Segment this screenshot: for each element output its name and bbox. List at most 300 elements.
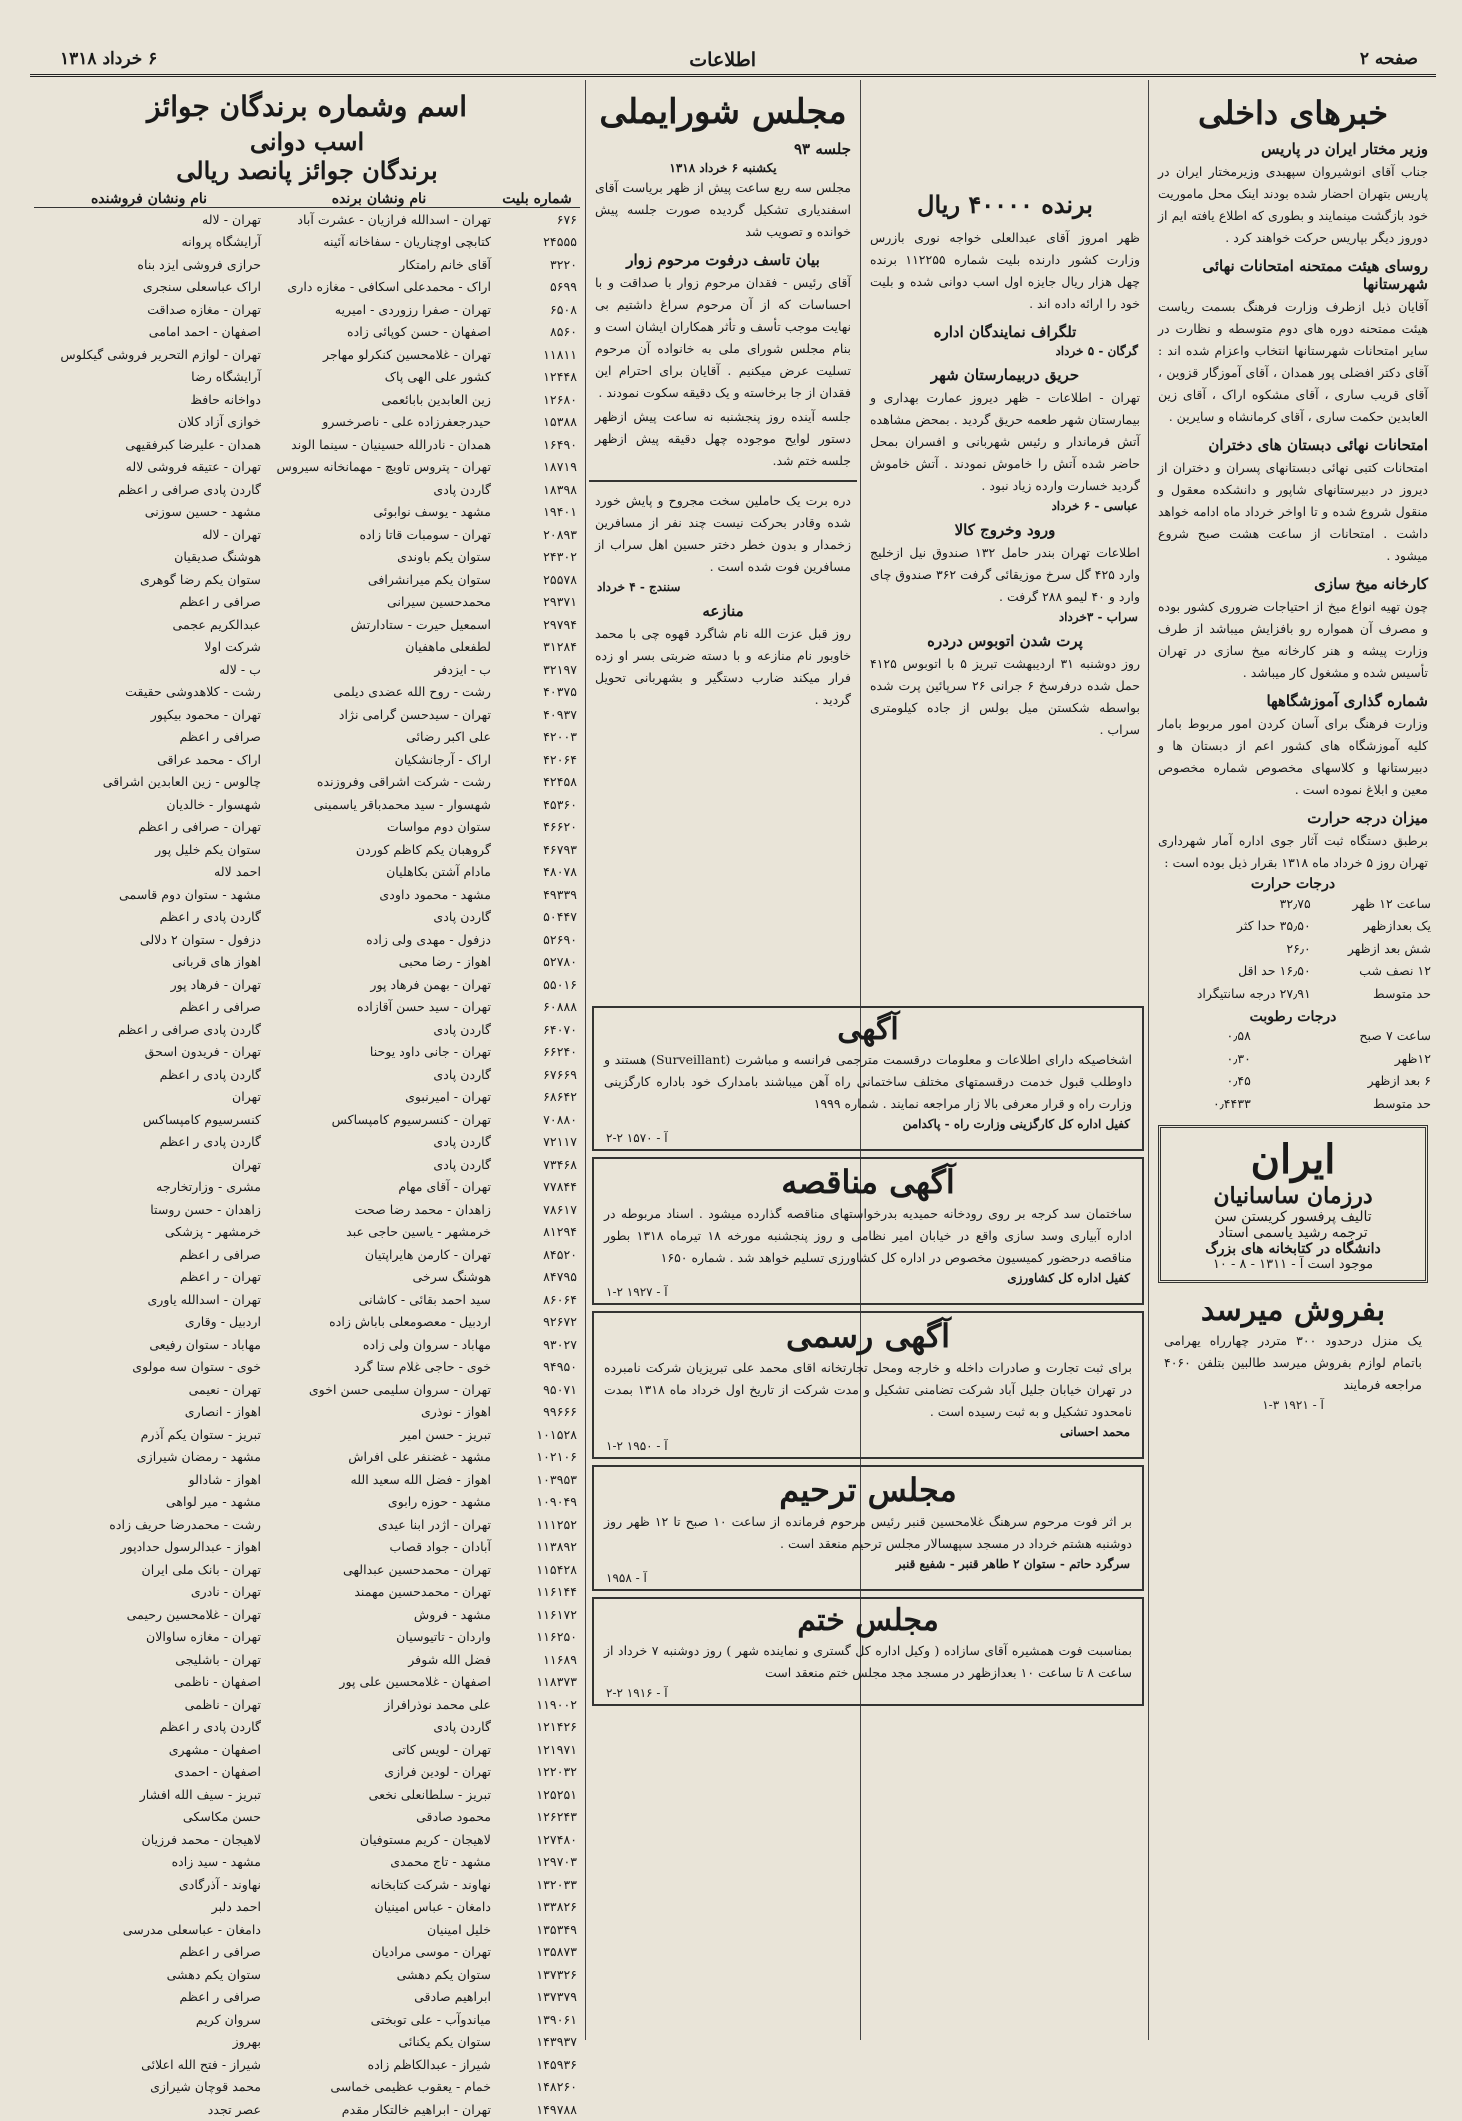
table-row — [34, 726, 580, 749]
winner-name: تهران - کنسرسیوم کامپساکس — [331, 1111, 491, 1127]
ticket-number: ۴۶۷۹۳ — [543, 841, 577, 857]
winner-name: زین العابدین بابائعمی — [381, 391, 491, 407]
ticket-number: ۱۸۳۹۸ — [543, 481, 577, 497]
ticket-number: ۳۱۲۸۴ — [543, 639, 577, 655]
zavar-headline: بیان تاسف درفوت مرحوم زوار — [626, 251, 820, 269]
time-label: ۱۲ نصف شب — [1359, 963, 1431, 979]
winner-name: دزفول - مهدی ولی زاده — [366, 931, 491, 947]
winner-name: مشهد - یوسف نوابوئی — [373, 504, 491, 520]
seller-name: مشهد - میر لواهی — [165, 1494, 261, 1510]
table-row — [34, 1536, 580, 1559]
schools-text: وزارت فرهنگ برای آسان کردن امور مربوط بامار کلیه آموزشگاه های کشور اعم از دبستان ها و دبیرستانها و کلاسهای مخصوص شماره مخصوص معین و ابلاغ نموده است . — [1158, 716, 1428, 797]
table-row — [34, 1558, 580, 1581]
winner-name: گاردن پادی — [433, 1719, 491, 1735]
seller-name: تهران - غلامحسین رحیمی — [126, 1606, 261, 1622]
ticket-number: ۱۰۱۵۲۸ — [536, 1426, 577, 1442]
seller-name: تهران - مغازه صداقت — [147, 301, 261, 317]
winner-name: ستوان یکم باوندی — [397, 549, 491, 565]
table-row — [34, 1063, 580, 1086]
ticket-number: ۱۱۳۸۹۲ — [536, 1539, 577, 1555]
page-header — [30, 44, 1436, 77]
seller-name: مشری - وزارتخارجه — [156, 1179, 261, 1195]
table-row — [34, 1761, 580, 1784]
table-row — [34, 1288, 580, 1311]
issue-date: ۶ خرداد ۱۳۱۸ — [60, 49, 158, 69]
ad-official-text: برای ثبت تجارت و صادرات داخله و خارجه ومحل تجارتخانه اقای محمد علی تبریزیان شرکت نامبرده در تهران خیابان جلیل آباد شرکت تضامنی تشکیل و مدت شرکت از تاریخ اول خرداد ماه ۱۳۱۸ بمدت نامحدود تشکیل و به ثبت رسیده است . — [604, 1360, 1132, 1419]
ad-funeral-title: مجلس ختم — [797, 1603, 939, 1638]
winner-name: خوی - حاجی غلام ستا گرد — [354, 1359, 491, 1375]
majlis-date: یکشنبه ۶ خرداد ۱۳۱۸ — [669, 161, 777, 175]
winner-name: تهران - صفرا رزوردی - امیریه — [334, 301, 491, 317]
seller-name: تهران - فریدون اسحق — [144, 1044, 261, 1060]
seller-name: مشهد - رمضان شیرازی — [136, 1449, 261, 1465]
table-row — [34, 523, 580, 546]
seller-name: گاردن پادی صرافی ر اعظم — [117, 481, 261, 497]
book-ad-title: ایران — [1250, 1135, 1336, 1183]
ticket-number: ۱۱۶۲۵۰ — [536, 1629, 577, 1645]
table-row — [34, 703, 580, 726]
ticket-number: ۱۲۱۴۲۶ — [536, 1719, 577, 1735]
table-row — [34, 1851, 580, 1874]
temperature-value: ۳۵٫۵۰ حدا کثر — [1236, 918, 1311, 934]
book-ad-line4: دانشگاه در کتابخانه های بزرگ — [1205, 1240, 1381, 1257]
winner-name: خمام - یعقوب عظیمی خماسی — [330, 2079, 491, 2095]
news-column — [864, 86, 1146, 1006]
ticket-number: ۱۲۴۴۸ — [543, 369, 577, 385]
ticket-number: ۱۰۲۱۰۶ — [536, 1449, 577, 1465]
ad-memorial-sign: سرگرد حاتم - ستوان ۲ طاهر قنبر - شفیع قنبر — [895, 1557, 1130, 1571]
winner-name: تهران - سروان سلیمی حسن اخوی — [308, 1381, 491, 1397]
table-row — [34, 1311, 580, 1334]
winner-name: کتابچی اوچناریان - سفاخانه آئینه — [323, 234, 491, 250]
table-row — [34, 1333, 580, 1356]
temperature-value: ۲۷٫۹۱ درجه سانتیگراد — [1196, 985, 1311, 1001]
table-row — [34, 1198, 580, 1221]
winner-name: محمود صادقی — [416, 1809, 491, 1825]
ticket-number: ۴۵۳۶۰ — [543, 796, 577, 812]
winner-name: گاردن پادی — [433, 1134, 491, 1150]
temperature-subhead: درجات حرارت — [1250, 876, 1336, 892]
winner-name: همدان - نادرالله حسینیان - سینما الوند — [291, 436, 491, 452]
table-row — [34, 343, 580, 366]
winner-name: آبادان - جواد قصاب — [389, 1539, 491, 1555]
seller-name: تهران - نعیمی — [188, 1381, 261, 1397]
seller-name: صرافی ر اعظم — [179, 1944, 261, 1960]
winner-name: شیراز - عبدالکاظم زاده — [367, 2056, 491, 2072]
domestic-news-title: خبرهای داخلی — [1197, 94, 1389, 132]
ticket-number: ۵۵۰۱۶ — [543, 976, 577, 992]
winner-name: محمدحسین سیرانی — [387, 594, 491, 610]
book-ad-line5: موجود است آ - ۱۳۱۱ - ۸ - ۱۰ — [1212, 1256, 1374, 1272]
seller-name: کنسرسیوم کامپساکس — [142, 1111, 261, 1127]
table-row — [34, 928, 580, 951]
winner-name: اصفهان - حسن کوپائی زاده — [347, 324, 491, 340]
temperature-value: ۱۶٫۵۰ حد اقل — [1238, 963, 1311, 979]
ticket-number: ۱۳۳۸۲۶ — [536, 1899, 577, 1915]
ticket-number: ۴۲۰۰۳ — [543, 729, 577, 745]
seller-name: اراک - محمد عراقی — [157, 751, 261, 767]
winner-name: مهاباد - سروان ولی زاده — [362, 1336, 491, 1352]
time-label: ۱۲ظهر — [1394, 1050, 1431, 1066]
table-row — [34, 1693, 580, 1716]
seller-name: تهران - مغازه ساوالان — [145, 1629, 261, 1645]
seller-name: تهران - محمود بیکپور — [150, 706, 261, 722]
ticket-number: ۱۳۵۸۷۳ — [536, 1944, 577, 1960]
ad-official-title: آگهی رسمی — [785, 1317, 951, 1355]
ticket-number: ۴۰۳۷۵ — [543, 684, 577, 700]
seller-name: تهران - فرهاد پور — [170, 976, 261, 992]
seller-name: آرایشگاه پروانه — [181, 234, 261, 250]
goods-text: اطلاعات تهران بندر حامل ۱۳۲ صندوق نیل ازخلیج وارد ۴۲۵ گل سرخ موزیقائی گرفت ۳۶۲ صندوق چای وارد و ۴۰ لیمو ۲۸۸ گرفت . — [870, 545, 1140, 604]
majlis-session: جلسه ۹۳ — [793, 140, 851, 158]
table-row — [34, 456, 580, 479]
ticket-number: ۴۲۴۵۸ — [543, 774, 577, 790]
humidity-value: ۰٫۴۵ — [1226, 1073, 1251, 1089]
col-seller: نام ونشان فروشنده — [34, 191, 264, 208]
table-row — [34, 1581, 580, 1604]
seller-name: دواخانه حافظ — [190, 391, 261, 407]
ad-employment-code: آ - ۱۵۷۰ ۲-۲ — [606, 1131, 668, 1145]
seller-name: رشت - کلاهدوشی حقیقت — [125, 684, 261, 700]
ticket-number: ۴۹۳۳۹ — [543, 886, 577, 902]
girls-exam-text: امتحانات کتبی نهائی دبستانهای پسران و دختران از دیروز در دبیرستانهای شاپور و دانشکده معقول و منقول شروع شده و تا اواخر خرداد ماه ادامه خواهد داشت . امتحانات از ساعت هشت صبح شروع میشود . — [1158, 460, 1428, 563]
ticket-number: ۱۳۵۳۴۹ — [536, 1921, 577, 1937]
seller-name: تهران - ر اعظم — [179, 1269, 261, 1285]
winner-name: ستوان یکم دهشی — [396, 1966, 491, 1982]
ticket-number: ۵۰۴۴۷ — [543, 909, 577, 925]
ticket-number: ۶۶۲۴۰ — [543, 1044, 577, 1060]
advertisements-block — [592, 1000, 1144, 2040]
table-row — [34, 1941, 580, 1964]
seller-name: تهران - لاله — [201, 211, 261, 227]
girls-exam-headline: امتحانات نهائی دبستان های دختران — [1208, 436, 1428, 454]
seller-name: شهسوار - خالدیان — [166, 796, 261, 812]
ticket-number: ۱۳۷۳۷۹ — [536, 1989, 577, 2005]
winner-name: اسمعیل حیرت - ستادارتش — [350, 616, 491, 632]
ticket-number: ۱۲۹۷۰۳ — [536, 1854, 577, 1870]
ticket-number: ۱۴۸۲۶۰ — [536, 2079, 577, 2095]
ticket-number: ۱۲۱۹۷۱ — [536, 1741, 577, 1757]
winner-name: مشهد - فروش — [413, 1606, 491, 1622]
ticket-number: ۱۳۲۰۳۳ — [536, 1876, 577, 1892]
seller-name: اصفهان - احمد امامی — [148, 324, 261, 340]
winners-column — [34, 86, 580, 2117]
ticket-number: ۱۲۷۴۸۰ — [536, 1831, 577, 1847]
table-row — [34, 591, 580, 614]
seller-name: رشت - محمدرضا حریف زاده — [109, 1516, 261, 1532]
winner-name: اصفهان - غلامحسین علی پور — [339, 1674, 491, 1690]
table-row — [34, 1648, 580, 1671]
ad-memorial-text: بر اثر فوت مرحوم سرهنگ غلامحسین قنبر رئیس مرحوم فرمانده از ساعت ۱۰ صبح تا ۱۲ ظهر روز دوشنبه هشتم خرداد در مسجد سپهسالار مجلس ترحیم منعقد است . — [604, 1514, 1132, 1551]
seller-name: آرایشگاه رضا — [191, 369, 261, 385]
table-row — [34, 298, 580, 321]
winner-name: اهواز - رضا محبی — [398, 954, 491, 970]
ticket-number: ۶۷۶ — [556, 211, 577, 227]
goods-headline: ورود وخروج کالا — [954, 521, 1056, 539]
table-row — [34, 1671, 580, 1694]
sale-ad-code: آ - ۱۹۲۱ ۳-۱ — [1262, 1397, 1324, 1412]
seller-name: تهران — [231, 1089, 261, 1105]
table-row — [34, 366, 580, 389]
winner-name: تهران - سید حسن آقازاده — [357, 999, 491, 1015]
table-row — [34, 1626, 580, 1649]
winner-name: تهران - لودین فرازی — [384, 1764, 491, 1780]
ad-official-code: آ - ۱۹۵۰ ۲-۱ — [606, 1439, 668, 1453]
book-ad-line2: تالیف پرفسور کریستن سن — [1214, 1208, 1372, 1225]
majlis-title: مجلس شورایملی — [599, 92, 847, 132]
winner-name: تهران - محمدحسین مهمند — [354, 1584, 491, 1600]
time-label: حد متوسط — [1373, 985, 1431, 1001]
ticket-number: ۲۴۳۰۲ — [543, 549, 577, 565]
table-row — [34, 2008, 580, 2031]
temperature-intro: برطبق دستگاه ثبت آثار جوی اداره آمار شهرداری تهران روز ۵ خرداد ماه ۱۳۱۸ بقرار ذیل بوده است : — [1158, 833, 1428, 870]
winner-name: ستوان یکم یکنائی — [398, 2034, 491, 2050]
table-row — [34, 1806, 580, 1829]
table-row — [34, 1176, 580, 1199]
seller-name: اهواز - شادالو — [188, 1471, 261, 1487]
seller-name: گاردن پادی ر اعظم — [159, 1066, 261, 1082]
seller-name: احمد دلبر — [211, 1899, 261, 1915]
winner-name: آقای خانم رامتکار — [399, 256, 491, 272]
ticket-number: ۱۵۳۸۸ — [543, 414, 577, 430]
winner-name: اراک - آرجانشکیان — [394, 751, 491, 767]
winner-name: تهران - اژدر ابنا عیدی — [378, 1516, 491, 1532]
ticket-number: ۴۰۹۳۷ — [543, 706, 577, 722]
temperature-value: ۳۲٫۷۵ — [1279, 895, 1311, 911]
winner-name: ستوان یکم میرانشرافی — [367, 571, 491, 587]
ad-employment — [592, 1006, 1144, 1151]
time-label: ساعت ۱۲ ظهر — [1352, 895, 1431, 911]
table-row — [34, 681, 580, 704]
seller-name: سروان کریم — [195, 2011, 261, 2027]
winner-name: تبریز - سلطانعلی نخعی — [368, 1786, 491, 1802]
majlis-end-text: جلسه آینده روز پنجشنبه نه ساعت پیش ازظهر دستور لوایح موجوده چهل دقیقه پیش ازظهر جلسه ختم شد. — [595, 409, 851, 468]
table-row — [34, 433, 580, 456]
ticket-number: ۱۴۳۹۳۷ — [536, 2034, 577, 2050]
ticket-number: ۶۵۰۸ — [549, 301, 577, 317]
ticket-number: ۲۵۵۷۸ — [543, 571, 577, 587]
seller-name: نهاوند - آذرگادی — [178, 1876, 261, 1892]
winner-name: ابراهیم صادقی — [414, 1989, 491, 2005]
table-row — [34, 478, 580, 501]
table-row — [34, 568, 580, 591]
seller-name: مشهد - ستوان دوم قاسمی — [119, 886, 261, 902]
winner-name: حیدرجعفرزاده علی - ناصرخسرو — [322, 414, 491, 430]
seller-name: اهواز های قربانی — [172, 954, 261, 970]
ad-employment-sign: کفیل اداره کل کارگزینی وزارت راه - پاکدامن — [902, 1117, 1130, 1131]
table-row — [34, 1468, 580, 1491]
winner-name: تهران - لویس کاتی — [391, 1741, 491, 1757]
table-row — [34, 613, 580, 636]
seller-name: ستوان یکم خلیل پور — [155, 841, 261, 857]
table-row — [34, 501, 580, 524]
ticket-number: ۸۶۰۶۴ — [543, 1291, 577, 1307]
winner-name: لطفعلی ماهفیان — [405, 639, 491, 655]
ad-employment-title: آگهی — [837, 1012, 899, 1047]
ticket-number: ۱۱۵۴۲۸ — [536, 1561, 577, 1577]
winner-name: فضل الله شوفر — [408, 1651, 491, 1667]
ticket-number: ۱۸۷۱۹ — [543, 459, 577, 475]
ticket-number: ۱۲۵۲۵۱ — [536, 1786, 577, 1802]
winner-name: تهران - جانی داود یوحنا — [369, 1044, 491, 1060]
winner-name: تبریز - حسن امیر — [400, 1426, 491, 1442]
seller-name: مهاباد - ستوان رفیعی — [149, 1336, 261, 1352]
temperature-headline: میزان درجه حرارت — [1307, 809, 1428, 827]
seller-name: مشهد - حسین سوزنی — [144, 504, 261, 520]
seller-name: لاهیجان - محمد فرزیان — [141, 1831, 261, 1847]
temperature-row — [1152, 982, 1434, 1005]
winner-name: تهران - ابراهیم خالتکار مقدم — [341, 2101, 491, 2117]
ad-memorial-title: مجلس ترحیم — [779, 1471, 957, 1509]
ticket-number: ۹۹۶۶۶ — [543, 1404, 577, 1420]
ticket-number: ۱۱۹۰۰۲ — [536, 1696, 577, 1712]
ticket-number: ۷۲۱۱۷ — [543, 1134, 577, 1150]
table-row — [34, 276, 580, 299]
majlis-column — [589, 86, 857, 1006]
zavar-text: آقای رئیس - فقدان مرحوم زوار با صداقت و با احساسات که از آن مرحوم سراغ داشتیم بی نهایت موجب تأسف و تأثر همکاران ایشان است و بنام مجلس شورای ملی به خانواده آن مرحوم تسلیت عرض میکنیم . آقایان برای احترام این فقدان از جا برخاسته و یک دقیقه سکوت نمودند . — [595, 275, 851, 400]
abbasi-dateline: عباسی - ۶ خرداد — [1051, 499, 1138, 513]
ad-employment-text: اشخاصیکه دارای اطلاعات و معلومات درقسمت مترجمی فرانسه و مباشرت (Surveillant) هستند و داوطلب قبول خدمت درقسمتهای مختلف ساختمانی راه آهن میباشند بامدارک خود باداره کارگزینی وزارت راه و قرار معرفی بالا زار مراجعه نمایند . شماره ۱۹۹۹ — [604, 1052, 1132, 1111]
seller-name: گاردن پادی ر اعظم — [159, 1134, 261, 1150]
table-row — [34, 973, 580, 996]
table-row — [34, 1873, 580, 1896]
winner-name: کشور علی الهی پاک — [384, 369, 491, 385]
ticket-number: ۱۱۶۱۷۲ — [536, 1606, 577, 1622]
winner-name: خلیل امینیان — [426, 1921, 491, 1937]
seller-name: تهران — [231, 1156, 261, 1172]
table-row — [34, 321, 580, 344]
table-row — [34, 2098, 580, 2121]
ticket-number: ۶۸۶۴۲ — [543, 1089, 577, 1105]
minister-text: جناب آقای انوشیروان سپهبدی وزیرمختار ایران در پاریس بتهران احضار شده بودند اینک محل ماموریت خود بازگشت مینمایند و بطوری که اطلاع یافته ایم از دوروز دیگر بپاریس حرکت خواهند کرد . — [1158, 164, 1428, 245]
table-row — [34, 1783, 580, 1806]
ticket-number: ۵۶۹۹ — [549, 279, 577, 295]
winner-name: تهران - موسی مرادیان — [372, 1944, 491, 1960]
ticket-number: ۱۲۶۲۴۳ — [536, 1809, 577, 1825]
seller-name: اراک عباسعلی سنجری — [142, 279, 261, 295]
winner-name: گروهبان یکم کاظم کوردن — [355, 841, 491, 857]
ticket-number: ۹۳۰۲۷ — [543, 1336, 577, 1352]
telegram-headline: تلگراف نمایندگان اداره — [933, 323, 1077, 341]
seller-name: شرکت اولا — [204, 639, 261, 655]
winner-name: علی اکبر رضائی — [405, 729, 491, 745]
ad-funeral — [592, 1597, 1144, 1706]
seller-name: محمد قوچان شیرازی — [150, 2079, 261, 2095]
table-row — [34, 1131, 580, 1154]
humidity-subhead: درجات رطوبت — [1249, 1008, 1337, 1025]
seller-name: بهروز — [232, 2034, 261, 2050]
ticket-number: ۵۲۷۸۰ — [543, 954, 577, 970]
seller-name: شیراز - فتح الله اعلائی — [141, 2056, 261, 2072]
ticket-number: ۹۵۰۷۱ — [543, 1381, 577, 1397]
seller-name: صرافی ر اعظم — [179, 729, 261, 745]
table-row — [34, 1828, 580, 1851]
seller-name: گاردن پادی صرافی ر اعظم — [117, 1021, 261, 1037]
humidity-table — [1152, 1025, 1434, 1115]
hospital-fire-text: تهران - اطلاعات - ظهر دیروز عمارت بهداری و بیمارستان شهر طعمه حریق گردید . بمحض مشاهده آتش فرماندار و رئیس شهربانی و افسران بمحل حاضر شده آتش را خاموش نمودند . آتش خاموش گردید خسارت وارده زیاد نبود . — [870, 390, 1140, 493]
ad-tender — [592, 1157, 1144, 1305]
ticket-number: ۴۸۰۷۸ — [543, 864, 577, 880]
seller-name: ستوان یکم رضا گوهری — [139, 571, 261, 587]
factory-headline: کارخانه میخ سازی — [1314, 575, 1428, 593]
ticket-number: ۵۲۶۹۰ — [543, 931, 577, 947]
ticket-number: ۱۱۶۸۹ — [543, 1651, 577, 1667]
table-row — [34, 1221, 580, 1244]
seller-name: تهران - ناظمی — [184, 1696, 261, 1712]
ticket-number: ۱۲۲۰۳۲ — [536, 1764, 577, 1780]
winner-name: اهواز - فضل الله سعید الله — [350, 1471, 491, 1487]
hospital-fire-headline: حریق دربیمارستان شهر — [930, 366, 1080, 384]
winner-name: گاردن پادی — [433, 909, 491, 925]
ticket-number: ۳۲۲۰ — [549, 256, 577, 272]
winners-title: اسم وشماره برندگان جوائز — [147, 90, 467, 123]
ticket-number: ۲۹۷۹۴ — [543, 616, 577, 632]
winner-name: گاردن پادی — [433, 1156, 491, 1172]
table-row — [34, 1986, 580, 2009]
ticket-number: ۱۴۹۷۸۸ — [536, 2101, 577, 2117]
table-row — [34, 1918, 580, 1941]
ticket-number: ۸۱۲۹۴ — [543, 1224, 577, 1240]
seller-name: تبریز - سیف الله افشار — [139, 1786, 261, 1802]
ticket-number: ۲۹۳۷۱ — [543, 594, 577, 610]
winner-name: اهواز - نوذری — [420, 1404, 491, 1420]
winner-name: مشهد - تاج محمدی — [390, 1854, 491, 1870]
winner-name: مشهد - حوزه رابوی — [387, 1494, 491, 1510]
book-ad-line3: ترجمه رشید یاسمی استاد — [1218, 1224, 1368, 1241]
table-row — [34, 1603, 580, 1626]
sale-advertisement — [1158, 1293, 1428, 1412]
minister-headline: وزیر مختار ایران در پاریس — [1261, 140, 1428, 158]
winners-heading: برندگان جوائز پانصد ریالی — [176, 156, 438, 185]
seller-name: زاهدان - حسن روستا — [150, 1201, 261, 1217]
winner-name: مادام آشتن بکاهلیان — [386, 864, 491, 880]
table-row — [34, 1243, 580, 1266]
winner-name: زاهدان - محمد رضا صحت — [354, 1201, 491, 1217]
table-row — [34, 2053, 580, 2076]
table-row — [34, 231, 580, 254]
winner-name: مشهد - محمود داودی — [379, 886, 491, 902]
majlis-opening-text: مجلس سه ربع ساعت پیش از ظهر بریاست آقای اسفندیاری تشکیل گردیده صورت جلسه پیش خوانده و تصویب شد — [595, 180, 851, 239]
ad-memorial — [592, 1465, 1144, 1591]
seller-name: اهواز - انصاری — [184, 1404, 261, 1420]
dispute-text: روز قبل عزت الله نام شاگرد قهوه چی با محمد خاوبور نام منازعه و با دسته ضربتی بسر او زده فرار میکند ضارب دستگیر و بشهربانی تحویل گردید . — [595, 626, 851, 707]
ticket-number: ۷۳۴۶۸ — [543, 1156, 577, 1172]
winner-name: تهران - امیرنبوی — [405, 1089, 491, 1105]
table-row — [34, 1446, 580, 1469]
humidity-row — [1152, 1047, 1434, 1070]
humidity-value: ۰٫۵۸ — [1226, 1028, 1251, 1044]
accident-text: دره برت یک حاملین سخت مجروح و پایش خورد شده وقادر بحرکت نیست چند نفر از مسافرین زخمدار و بدون خطر دختر حسین اهل سراب از مسافرین فوت شده است . — [595, 493, 851, 574]
seller-name: اصفهان - مشهری — [168, 1741, 261, 1757]
ticket-number: ۱۹۴۰۱ — [543, 504, 577, 520]
winner-name: میاندوآب - علی توبختی — [370, 2011, 491, 2027]
domestic-news-column — [1152, 86, 1434, 2036]
temperature-row — [1152, 892, 1434, 915]
bus-headline: پرت شدن اتوبوس دردره — [927, 632, 1083, 650]
winner-name: لاهیجان - کریم مستوفیان — [359, 1831, 491, 1847]
ticket-number: ۹۲۶۷۲ — [543, 1314, 577, 1330]
winner-name: خرمشهر - یاسین حاجی عبد — [346, 1224, 491, 1240]
table-row — [34, 1266, 580, 1289]
book-advertisement — [1158, 1125, 1428, 1283]
ticket-number: ۱۲۶۸۰ — [543, 391, 577, 407]
winner-name: گاردن پادی — [433, 1066, 491, 1082]
ticket-number: ۴۶۶۲۰ — [543, 819, 577, 835]
table-row — [34, 1896, 580, 1919]
temperature-row — [1152, 937, 1434, 960]
humidity-value: ۰٫۳۰ — [1226, 1050, 1251, 1066]
factory-text: چون تهیه انواع میخ از احتیاجات ضروری کشور بوده و مصرف آن همواره رو بافزایش میباشد از طرف وزارت پیشه و هنر کارخانه میخ سازی در تهران تأسیس شده و مشغول کار میباشد . — [1158, 599, 1428, 680]
